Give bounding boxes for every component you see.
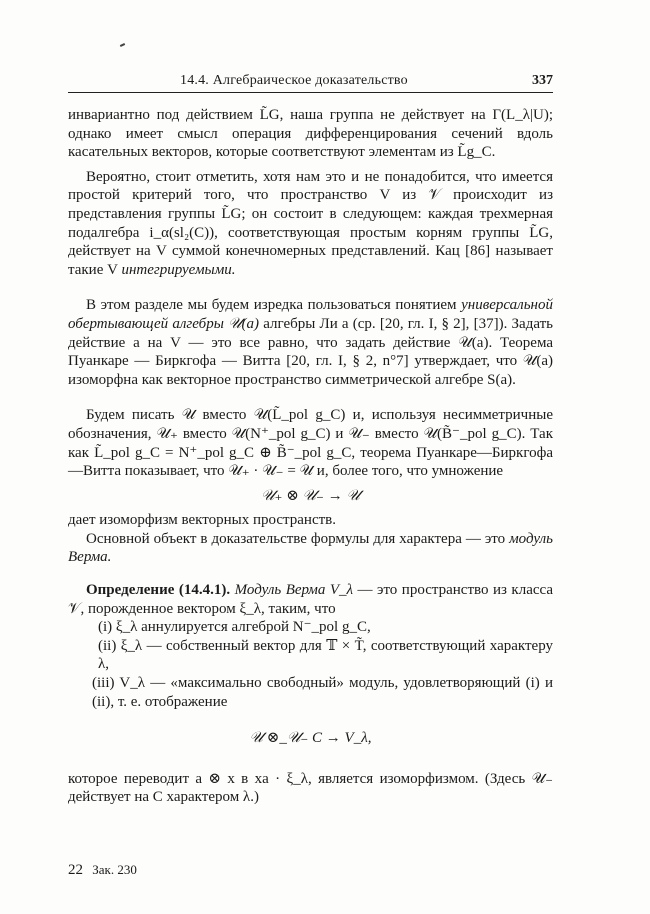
definition-text: — это пространство из класса 𝒱, порожденное вектором ξ_λ, таким, что <box>68 582 554 617</box>
page-body <box>68 106 553 807</box>
paragraph-5: дает изоморфизм векторных пространств. <box>68 512 337 529</box>
print-speck <box>120 43 125 47</box>
section-title: 14.4. Алгебраическое доказательство <box>180 73 408 88</box>
verma-module-term: модуль Верма. <box>68 530 553 566</box>
paragraph-2 <box>68 168 553 280</box>
definition-closing: которое переводит a ⊗ x в xa · ξ_λ, является изоморфизмом. (Здесь 𝒰₋ действует на C характером λ.) <box>68 770 553 806</box>
paragraph-3-rest: алгебры Ли a (ср. [20, гл. I, § 2], [37]). Задать действие a на V — это все равно, что задать действие 𝒰(a). Теорема Пуанкаре — Биркгофа — Витта [20, гл. I, § 2, n°7] утверждает, что 𝒰(a) изоморфна как векторное пространство симметрической алгебре S(a). <box>68 315 554 388</box>
paragraph-6-text: Основной объект в доказательстве формулы для характера — это <box>86 530 506 547</box>
order-text: Зак. 230 <box>92 862 137 877</box>
printer-signature <box>68 862 137 879</box>
formula-multiplication: 𝒰₊ ⊗ 𝒰₋ → 𝒰 <box>261 487 360 504</box>
paragraph-4: Будем писать 𝒰 вместо 𝒰(L̃_pol g_C) и, используя несимметричные обозначения, 𝒰₊ вместо 𝒰(N⁺_pol g_C) и 𝒰₋ вместо 𝒰(B̃⁻_pol g_C). Так как L̃_pol g_C = N⁺_pol g_C ⊕ B̃⁻_pol g_C, теорема Пуанкаре—Биркгофа—Витта показывает, что 𝒰₊ · 𝒰₋ = 𝒰 и, более того, что умножение <box>68 407 553 480</box>
definition-item-2: (ii) ξ_λ — собственный вектор для 𝕋 × T̃, соответствующий характеру λ, <box>98 637 553 673</box>
formula-verma-map: 𝒰 ⊗_𝒰₋ C → V_λ, <box>249 730 372 747</box>
page-number: 337 <box>532 73 553 88</box>
definition-item-3: (iii) V_λ — «максимально свободный» модуль, удовлетворяющий (i) и (ii), т. е. отображение <box>92 675 553 710</box>
page <box>68 70 554 806</box>
paragraph-3-start: В этом разделе мы будем изредка пользоваться понятием <box>86 297 457 314</box>
running-header <box>68 70 553 93</box>
integrable-term: интегрируемыми. <box>121 261 236 278</box>
universal-algebra-term: универсальной обертывающей алгебры 𝒰(a) <box>68 297 553 332</box>
definition-item-1: (i) ξ_λ аннулируется алгеброй N⁻_pol g_C, <box>98 619 371 636</box>
paragraph-2-text: Вероятно, стоит отметить, хотя нам это и не понадобится, что имеется простой критерий того, что пространство V из 𝒱 происходит из представления группы L̃G; он состоит в следующем: каждая трехмерная подалгебра i_α(sl₂(C)), соответствующая простым корням группы L̃G, действует на V суммой конечномерных представлений. Кац [86] называет такие V <box>68 168 553 278</box>
paragraph-1: инвариантно под действием L̃G, наша группа не действует на Γ(L_λ|U); однако имеет смысл операция дифференцирования сечений вдоль касательных векторов, которые соответствуют элементам из L̃g_C. <box>68 107 553 161</box>
definition <box>68 581 553 618</box>
paragraph-6 <box>68 530 553 567</box>
paragraph-3 <box>68 296 553 389</box>
definition-title: Определение (14.4.1). <box>86 582 231 599</box>
signature-number: 22 <box>68 862 83 878</box>
definition-term: Модуль Верма V_λ <box>234 582 354 599</box>
